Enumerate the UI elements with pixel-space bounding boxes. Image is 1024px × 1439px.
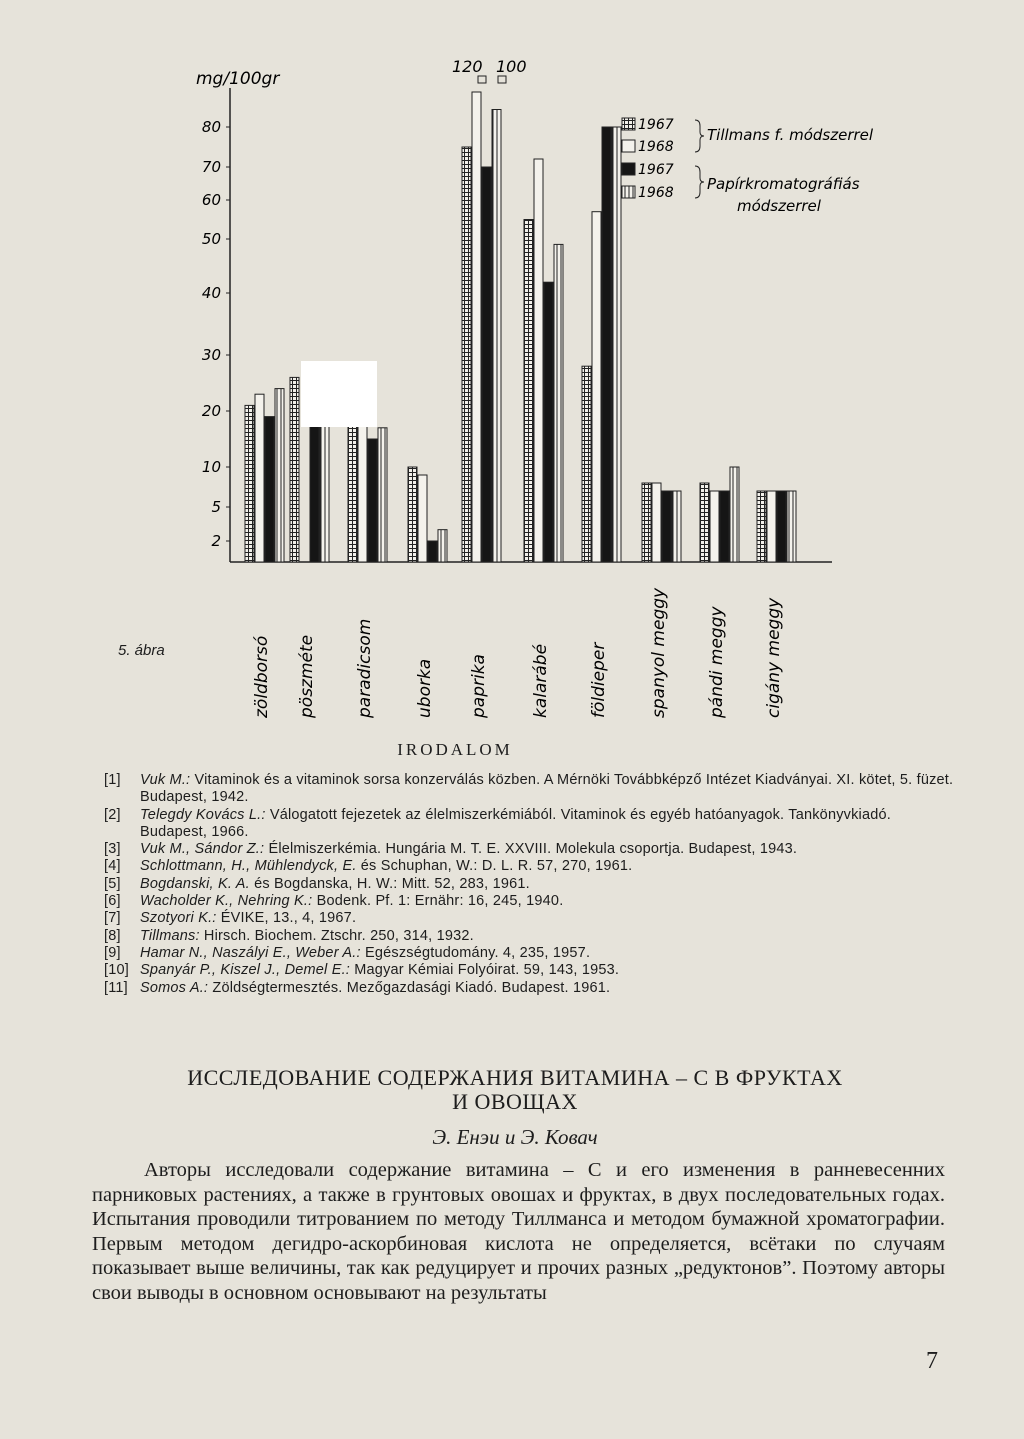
bar xyxy=(418,475,427,562)
bar xyxy=(544,282,553,562)
category-label: zöldborsó xyxy=(252,635,272,718)
reference-item xyxy=(104,910,954,927)
y-tick-label: 10 xyxy=(201,458,221,476)
bar xyxy=(777,491,786,562)
category-label: pándi meggy xyxy=(707,606,727,718)
reference-text: és Schuphan, W.: D. L. R. 57, 270, 1961. xyxy=(356,858,633,875)
chart-legend xyxy=(622,117,874,215)
reference-text: Egészségtudomány. 4, 235, 1957. xyxy=(360,944,591,961)
bar xyxy=(757,491,766,562)
off-scale-marker xyxy=(478,76,486,83)
bar xyxy=(265,417,274,562)
off-scale-marker xyxy=(498,76,506,83)
bar xyxy=(245,405,254,562)
reference-item xyxy=(104,858,954,875)
summary-title-line2: И ОВОЩАХ xyxy=(452,1089,578,1114)
bar xyxy=(720,491,729,562)
reference-authors: Hamar N., Naszályi E., Weber A.: xyxy=(140,944,361,961)
y-tick-label: 30 xyxy=(201,346,221,364)
reference-item xyxy=(104,945,954,962)
bar xyxy=(672,491,681,562)
bar xyxy=(348,417,357,562)
summary-authors: Э. Енэи и Э. Ковач xyxy=(432,1125,598,1149)
reference-number: [10] xyxy=(104,962,129,979)
reference-authors: Spanyár P., Kiszel J., Demel E.: xyxy=(140,962,351,979)
bar xyxy=(652,483,661,562)
reference-number: [9] xyxy=(104,944,121,961)
legend-group-label-part: Papírkromatográfiás xyxy=(707,175,860,193)
bar xyxy=(612,127,621,562)
category-label: paprika xyxy=(469,654,489,718)
legend-swatch xyxy=(622,163,635,175)
legend-year: 1968 xyxy=(638,139,674,155)
bar xyxy=(700,483,709,562)
reference-number: [7] xyxy=(104,910,121,927)
legend-brace xyxy=(695,166,704,198)
bar xyxy=(310,411,319,562)
reference-item xyxy=(104,841,954,858)
y-tick-label: 5 xyxy=(211,498,221,516)
bar xyxy=(554,244,563,562)
bar xyxy=(368,439,377,562)
off-scale-label: 100 xyxy=(496,57,527,76)
bar xyxy=(320,405,329,562)
reference-text: ÉVIKE, 13., 4, 1967. xyxy=(216,910,357,927)
reference-text: Vitaminok és a vitaminok sorsa konzerválás közben. A Mérnöki Továbbképző Intézet Kiadványai. XI. kötet, 5. füzet. Budapest, 1942. xyxy=(140,772,954,806)
category-label: uborka xyxy=(415,658,435,718)
reference-text: Élelmiszerkémia. Hungária M. T. E. XXVIII. Molekula csoportja. Budapest, 1943. xyxy=(264,841,798,858)
reference-item xyxy=(104,928,954,945)
bar xyxy=(582,366,591,562)
legend-group-label: Tillmans f. módszerrel xyxy=(707,126,874,144)
legend-swatch xyxy=(622,186,635,198)
bar xyxy=(787,491,796,562)
reference-authors: Vuk M., Sándor Z.: xyxy=(140,841,265,858)
legend-year: 1967 xyxy=(638,162,674,178)
summary-title xyxy=(100,1066,930,1114)
bar xyxy=(592,212,601,562)
bar xyxy=(428,541,437,562)
y-tick-label: 60 xyxy=(201,191,221,209)
chart-category-labels xyxy=(252,587,784,719)
bar xyxy=(378,428,387,562)
bar xyxy=(524,220,533,563)
legend-brace xyxy=(695,120,704,152)
page-number: 7 xyxy=(926,1348,938,1374)
bar xyxy=(710,491,719,562)
reference-authors: Telegdy Kovács L.: xyxy=(140,806,266,823)
bar xyxy=(482,167,491,562)
bar xyxy=(642,483,651,562)
bar xyxy=(767,491,776,562)
bar xyxy=(492,110,501,563)
reference-authors: Vuk M.: xyxy=(140,772,191,788)
reference-text: és Bogdanska, H. W.: Mitt. 52, 283, 1961. xyxy=(249,875,530,892)
bar xyxy=(408,467,417,562)
category-label: pöszméte xyxy=(297,634,317,718)
bar xyxy=(602,127,611,562)
reference-authors: Wacholder K., Nehring K.: xyxy=(140,893,313,910)
reference-number: [4] xyxy=(104,858,121,875)
reference-authors: Szotyori K.: xyxy=(140,910,217,927)
reference-number: [5] xyxy=(104,875,121,892)
reference-authors: Tillmans: xyxy=(140,927,200,944)
legend-group-label xyxy=(707,175,860,215)
reference-text: Bodenk. Pf. 1: Ernähr: 16, 245, 1940. xyxy=(312,893,564,910)
off-scale-label: 120 xyxy=(452,57,483,76)
reference-number: [2] xyxy=(104,806,121,823)
reference-number: [11] xyxy=(104,979,128,996)
bar xyxy=(534,159,543,562)
reference-item xyxy=(104,893,954,910)
bar xyxy=(290,377,299,562)
legend-swatch xyxy=(622,118,635,130)
legend-year: 1968 xyxy=(638,185,674,201)
reference-text: Zöldségtermesztés. Mezőgazdasági Kiadó. Budapest. 1961. xyxy=(208,979,611,996)
reference-number: [1] xyxy=(104,772,121,788)
category-label: földieper xyxy=(589,642,609,718)
category-label: kalarábé xyxy=(531,643,551,718)
reference-authors: Somos A.: xyxy=(140,979,209,996)
y-tick-label: 40 xyxy=(201,284,221,302)
legend-swatch xyxy=(622,140,635,152)
summary-title-line1: ИССЛЕДОВАНИЕ СОДЕРЖАНИЯ ВИТАМИНА – С В ФРУКТАХ xyxy=(187,1065,843,1090)
reference-item xyxy=(104,876,954,893)
reference-text: Magyar Kémiai Folyóirat. 59, 143, 1953. xyxy=(350,962,620,979)
reference-text: Válogatott fejezetek az élelmiszerkémiából. Vitaminok és egyéb hatóanyagok. Tankönyvkiadó. Budapest, 1966. xyxy=(140,806,892,840)
bar xyxy=(462,147,471,562)
y-tick-label: 20 xyxy=(201,402,221,420)
reference-item xyxy=(104,807,954,842)
reference-number: [8] xyxy=(104,927,121,944)
reference-authors: Schlottmann, H., Mühlendyck, E. xyxy=(140,858,357,875)
y-tick-label: 70 xyxy=(201,158,221,176)
category-label: spanyol meggy xyxy=(649,587,669,718)
bar xyxy=(255,394,264,562)
y-tick-label: 50 xyxy=(201,230,221,248)
y-tick-label: 80 xyxy=(201,118,221,136)
bar xyxy=(730,467,739,562)
legend-year: 1967 xyxy=(638,117,674,133)
summary-body: Авторы исследовали содержание витамина – С и его изменения в ранневесенних парниковых растениях, а также в грунтовых овошах и фруктах, в двух последовательных годах. Испытания проводили титрованием по методу Тиллманса и методом бумажной хроматографии. Первым методом дегидро-аскорбиновая кислота не определяется, всëтаки по случаям показывает выше величины, так как редуцирует и прочих разных „редуктонов”. Поэтому авторы свои выводы в основном основывают на результаты xyxy=(92,1159,945,1304)
bar xyxy=(472,92,481,562)
bar xyxy=(438,530,447,562)
reference-authors: Bogdanski, K. A. xyxy=(140,875,250,892)
category-label: cigány meggy xyxy=(764,597,784,718)
bar xyxy=(275,389,284,562)
reference-number: [3] xyxy=(104,841,121,858)
reference-item xyxy=(104,772,954,807)
category-label: paradicsom xyxy=(355,618,375,718)
bar xyxy=(662,491,671,562)
y-axis-label: mg/100gr xyxy=(196,69,280,89)
reference-text: Hirsch. Biochem. Ztschr. 250, 314, 1932. xyxy=(199,927,474,944)
blank-patch xyxy=(301,361,377,427)
reference-item xyxy=(104,962,954,979)
legend-group-label-part: módszerrel xyxy=(737,197,821,215)
references-heading: IRODALOM xyxy=(397,740,513,759)
references-list xyxy=(104,772,954,997)
reference-item xyxy=(104,980,954,997)
figure-label: 5. ábra xyxy=(118,642,165,659)
reference-number: [6] xyxy=(104,893,121,910)
y-tick-label: 2 xyxy=(211,532,221,550)
